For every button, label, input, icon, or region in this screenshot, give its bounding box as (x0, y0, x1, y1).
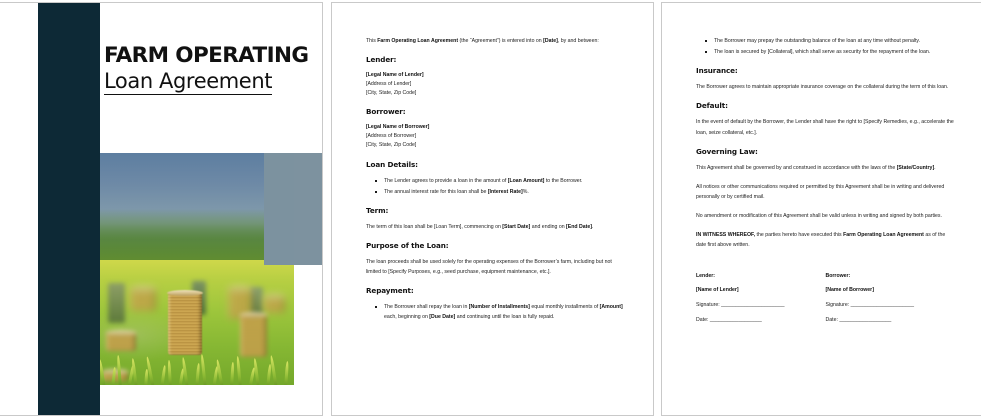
state-country-placeholder: [State/Country] (896, 164, 935, 171)
repayment-pre: The Borrower shall repay the loan in (384, 304, 469, 311)
cover-accent-rectangle-overlap (264, 153, 294, 265)
prepayment-collateral-list (696, 36, 955, 57)
installments-count-placeholder: [Number of Installments] (468, 304, 530, 311)
signature-borrower-name: [Name of Borrower] (825, 286, 874, 293)
heading-loan-details: Loan Details: (366, 159, 418, 169)
witness-mid: the parties hereto have executed this (755, 232, 844, 239)
photo-grass-blade (216, 359, 224, 385)
installment-amount-placeholder: [Amount] (599, 304, 623, 311)
intro-lead: This (366, 38, 378, 44)
interest-rate-pre: The annual interest rate for this loan shall be (384, 188, 488, 195)
heading-term: Term: (366, 205, 389, 215)
signature-borrower-label: Borrower: (825, 272, 851, 279)
heading-purpose-of-loan: Purpose of the Loan: (366, 240, 449, 250)
signature-lender-label: Lender: (696, 272, 716, 279)
signature-column-borrower (826, 273, 956, 332)
insurance-paragraph: The Borrower agrees to maintain appropriate insurance coverage on the collateral during the term of this loan. (696, 84, 949, 91)
loan-amount-pre: The Lender agrees to provide a loan in the amount of (384, 177, 508, 184)
signature-borrower-date-line[interactable]: Date: __________________ (825, 316, 892, 323)
list-item: The Borrower may prepay the outstanding balance of the loan at any time without penalty. (714, 36, 955, 46)
heading-lender: Lender: (366, 55, 397, 65)
signature-column-lender (696, 273, 826, 332)
cover-page (0, 2, 323, 416)
heading-governing-law: Governing Law: (696, 146, 758, 156)
default-paragraph: In the event of default by the Borrower, the Lender shall have the right to [Specify Remedies, e.g., accelerate the loan, seize collateral, etc.]. (696, 119, 954, 136)
list-item (384, 187, 627, 197)
photo-grass-band (100, 260, 294, 385)
signature-lender-line[interactable]: Signature: ______________________ (696, 301, 785, 308)
lender-address: [Address of Lender] (366, 80, 412, 87)
witness-lead: IN WITNESS WHEREOF, (696, 232, 756, 239)
heading-insurance: Insurance: (696, 66, 738, 76)
term-pre: The term of this loan shall be [Loan Term], commencing on (366, 223, 503, 230)
signature-lender-name: [Name of Lender] (696, 286, 739, 293)
borrower-address-block (366, 123, 627, 149)
governing-law-pre: This Agreement shall be governed by and construed in accordance with the laws of the (696, 164, 897, 171)
intro-date-placeholder: [Date] (543, 38, 558, 44)
photo-coin-stack-mid-left (106, 333, 136, 351)
photo-coin-stack-mid-right (240, 315, 267, 357)
photo-grass-blade (195, 363, 200, 385)
list-item (384, 176, 627, 186)
photo-blurred-post-left (108, 283, 125, 323)
photo-grass-blade (131, 358, 138, 385)
interest-rate-post: %. (522, 188, 529, 195)
list-item (384, 302, 627, 322)
signature-block (696, 273, 955, 332)
content-page-two (331, 2, 654, 416)
signature-lender-date-line[interactable]: Date: __________________ (696, 316, 762, 323)
photo-grass-blade (200, 354, 207, 385)
photo-grass-blade (167, 360, 172, 385)
content-page-three (661, 2, 981, 416)
photo-grass-blade (236, 356, 242, 385)
photo-grass-blade (284, 361, 289, 385)
loan-details-list (366, 176, 627, 197)
lender-legal-name: [Legal Name of Lender] (366, 72, 424, 79)
borrower-legal-name: [Legal Name of Borrower] (366, 124, 430, 131)
heading-repayment: Repayment: (366, 286, 414, 296)
heading-borrower: Borrower: (366, 107, 406, 117)
term-end-date-placeholder: [End Date] (566, 223, 592, 230)
photo-grass-blade (253, 358, 260, 385)
intro-tail: , by and between: (557, 38, 599, 44)
due-date-placeholder: [Due Date] (429, 314, 456, 321)
photo-coin-stack-bg-3 (263, 297, 285, 313)
governing-law-paragraph (696, 163, 955, 173)
notices-paragraph: All notices or other communications required or permitted by this Agreement shall be in writing and delivered personally or by certified mail. (696, 183, 945, 200)
agreement-intro-paragraph (366, 36, 627, 46)
loan-amount-placeholder: [Loan Amount] (507, 177, 545, 184)
cover-navy-sidebar-band (38, 3, 100, 416)
loan-amount-post: to the Borrower. (544, 177, 583, 184)
page-title: FARM OPERATING (104, 43, 309, 68)
photo-coin-stack-bg-1 (130, 289, 156, 311)
repayment-post: and continuing until the loan is fully repaid. (455, 314, 555, 321)
repayment-mid: equal monthly installments of (529, 304, 600, 311)
term-post: . (591, 223, 594, 230)
photo-coin-stack-hero (168, 293, 202, 355)
interest-rate-placeholder: [Interest Rate] (487, 188, 523, 195)
intro-agreement-title: Farm Operating Loan Agreement (377, 38, 459, 44)
photo-grass-blade (160, 365, 166, 385)
borrower-address: [Address of Borrower] (366, 133, 417, 140)
list-item: The loan is secured by [Collateral], which shall serve as security for the repayment of the loan. (714, 47, 955, 57)
page-two-body (366, 36, 627, 332)
lender-address-block (366, 71, 627, 97)
cover-title-block (104, 43, 309, 95)
repayment-list (366, 302, 627, 322)
witness-post: as of the date first above written. (696, 232, 946, 249)
heading-default: Default: (696, 101, 728, 111)
purpose-paragraph: The loan proceeds shall be used solely for the operating expenses of the Borrower’s farm, including but not limited to [Specify Purposes, e.g., seed purchase, equipment maintenance, etc.]. (366, 258, 612, 276)
intro-mid: (the “Agreement”) is entered into on (458, 38, 544, 44)
governing-law-post: . (934, 164, 936, 171)
term-mid: and ending on (530, 223, 567, 230)
borrower-city-state-zip: [City, State, Zip Code] (366, 141, 417, 148)
witness-agreement-title: Farm Operating Loan Agreement (843, 232, 924, 239)
term-start-date-placeholder: [Start Date] (502, 223, 531, 230)
photo-grass-blade (182, 357, 189, 385)
term-paragraph (366, 222, 627, 232)
photo-grass-blade (270, 355, 278, 385)
witness-paragraph (696, 230, 955, 250)
photo-grass-blade (230, 362, 234, 385)
repayment-mid-two: each, beginning on (384, 314, 430, 321)
page-subtitle: Loan Agreement (104, 69, 272, 95)
page-three-body (696, 36, 955, 332)
amendment-paragraph: No amendment or modification of this Agreement shall be valid unless in writing and signed by both parties. (696, 213, 942, 220)
signature-borrower-line[interactable]: Signature: ______________________ (825, 301, 915, 308)
lender-city-state-zip: [City, State, Zip Code] (366, 89, 417, 96)
